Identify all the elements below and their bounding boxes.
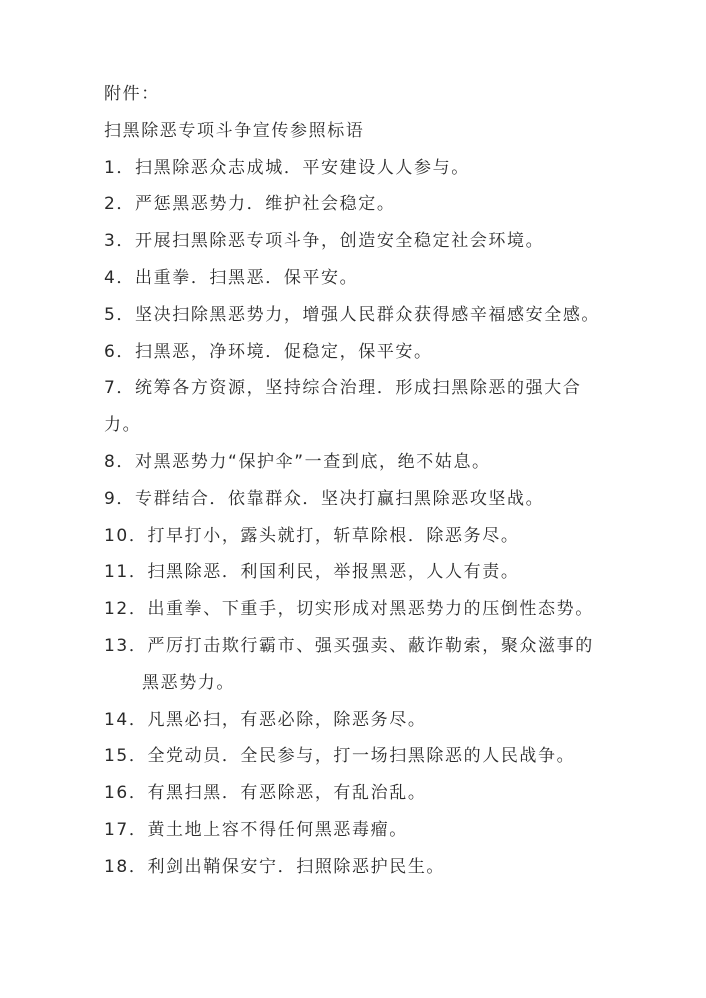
slogan-text: 黄土地上容不得任何黑恶毒瘤。 [147, 819, 408, 840]
slogan-text: 严惩黑恶势力．维护社会稳定。 [135, 194, 396, 215]
slogan-text: 利剑出鞘保安宁．扫照除恶护民生。 [147, 856, 446, 877]
slogan-number: 3． [104, 231, 136, 252]
slogan-item [104, 636, 644, 673]
slogan-text: 统筹各方资源，坚持综合治理．形成扫黑除恶的强大合 [135, 378, 582, 399]
slogan-continuation: 黑恶势力。 [142, 672, 235, 693]
slogan-item [104, 857, 644, 894]
slogan-number: 17． [104, 819, 148, 840]
slogan-text: 出重拳．扫黑恶．保平安。 [135, 267, 359, 288]
slogan-item [104, 710, 644, 747]
slogan-item [104, 526, 644, 563]
slogan-text: 打早打小，露头就打，斩草除根．除恶务尽。 [147, 525, 520, 546]
slogan-item [104, 489, 644, 526]
slogan-item [104, 342, 644, 379]
slogan-text: 全党动员．全民参与，打一场扫黑除恶的人民战争。 [147, 746, 576, 767]
slogan-number: 15． [104, 746, 148, 767]
slogan-item [104, 452, 644, 489]
slogan-text: 扫黑除恶．利国利民，举报黑恶，人人有责。 [147, 562, 520, 583]
slogan-number: 11． [104, 562, 148, 583]
attachment-label: 附件： [104, 84, 160, 104]
slogan-text: 扫黑除恶众志成城．平安建设人人参与。 [135, 157, 470, 178]
slogan-number: 2． [104, 194, 136, 215]
slogan-number: 14． [104, 709, 148, 730]
slogan-item [104, 268, 644, 305]
slogan-number: 6． [104, 341, 136, 362]
slogan-number: 4． [104, 267, 136, 288]
slogan-text: 坚决扫除黑恶势力，增强人民群众获得感辛福感安全感。 [135, 304, 601, 325]
slogan-item [104, 562, 644, 599]
slogan-item [104, 194, 644, 231]
slogan-number: 10． [104, 525, 148, 546]
slogan-text: 凡黑必扫，有恶必除，除恶务尽。 [147, 709, 427, 730]
slogan-item [104, 783, 644, 820]
document-title: 扫黑除恶专项斗争宣传参照标语 [104, 120, 365, 141]
slogan-number: 7． [104, 378, 136, 399]
slogan-continuation: 力。 [104, 415, 142, 436]
slogan-item [104, 820, 644, 857]
slogan-number: 13． [104, 635, 148, 656]
slogan-item [104, 231, 644, 268]
slogan-number: 9． [104, 488, 136, 509]
slogan-list [104, 158, 644, 894]
slogan-number: 12． [104, 599, 148, 620]
slogan-item [104, 378, 644, 415]
slogan-number: 18． [104, 856, 148, 877]
document-body [104, 84, 644, 894]
slogan-text: 专群结合．依靠群众．坚决打赢扫黑除恶攻坚战。 [135, 488, 545, 509]
slogan-number: 5． [104, 304, 136, 325]
slogan-text: 对黑恶势力“保护伞”一查到底，绝不姑息。 [135, 451, 491, 472]
slogan-text: 扫黑恶，净环境．促稳定，保平安。 [135, 341, 433, 362]
slogan-item [104, 305, 644, 342]
slogan-number: 8． [104, 451, 136, 472]
slogan-item [104, 599, 644, 636]
slogan-text: 严厉打击欺行霸市、强买强卖、蔽诈勒索，聚众滋事的 [147, 635, 594, 656]
slogan-number: 1． [104, 157, 136, 178]
slogan-text: 有黑扫黑．有恶除恶，有乱治乱。 [147, 783, 427, 804]
slogan-text: 开展扫黑除恶专项斗争，创造安全稳定社会环境。 [135, 231, 545, 252]
slogan-item [104, 746, 644, 783]
slogan-text: 出重拳、下重手，切实形成对黑恶势力的压倒性态势。 [147, 599, 594, 620]
slogan-number: 16． [104, 783, 148, 804]
slogan-item [104, 158, 644, 195]
